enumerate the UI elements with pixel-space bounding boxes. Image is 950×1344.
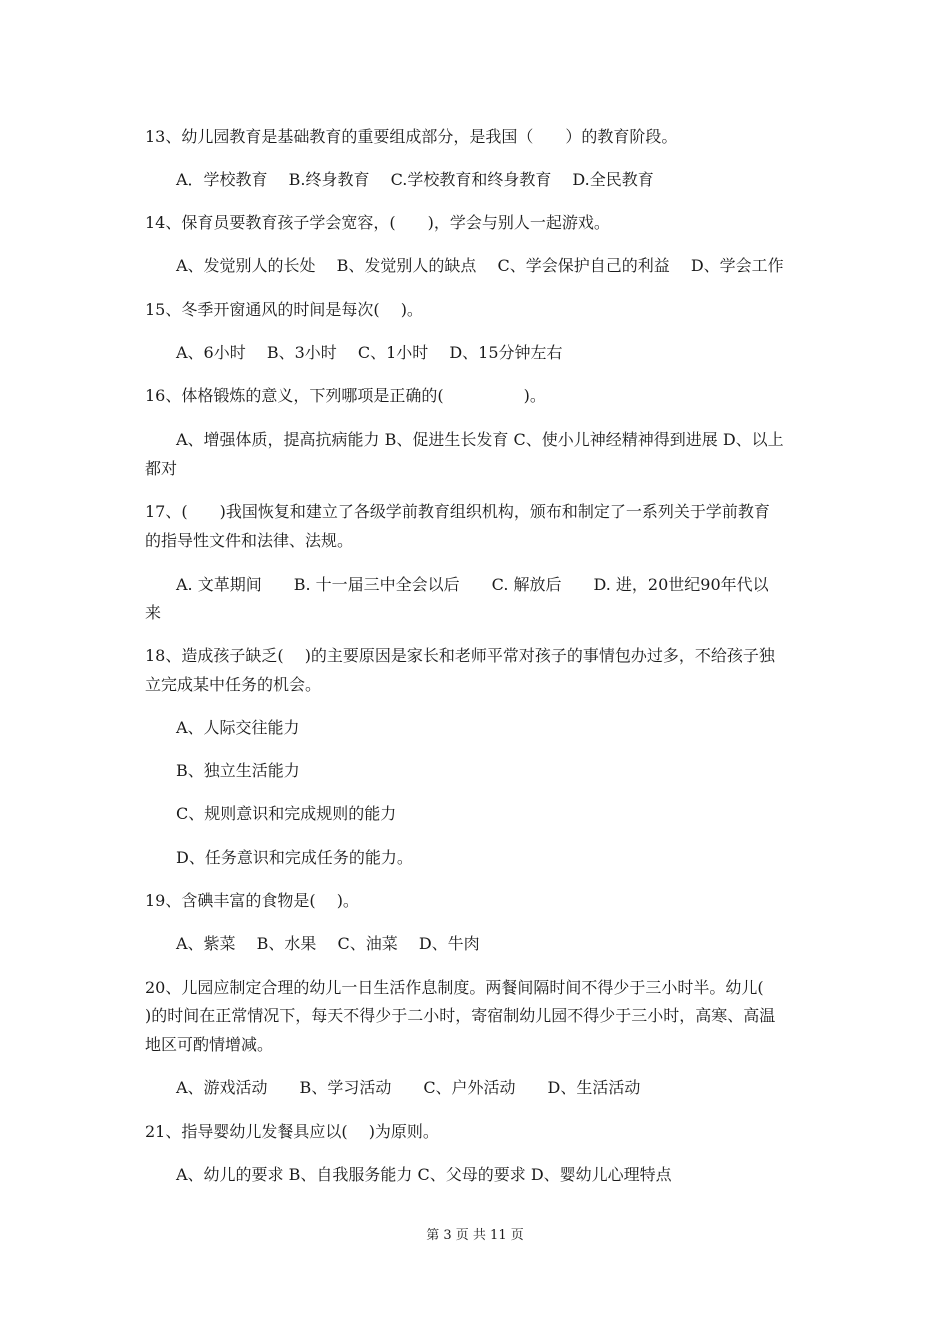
question-13: 13、幼儿园教育是基础教育的重要组成部分，是我国（ ）的教育阶段。 [145, 127, 678, 146]
question-20-cont-2: 地区可酌情增减。 [145, 1035, 274, 1054]
option-18-a: A、人际交往能力 [176, 718, 300, 737]
options-21: A、幼儿的要求 B、自我服务能力 C、父母的要求 D、婴幼儿心理特点 [176, 1165, 672, 1184]
question-19: 19、含碘丰富的食物是( )。 [145, 891, 359, 910]
question-21: 21、指导婴幼儿发餐具应以( )为原则。 [145, 1122, 439, 1141]
question-15: 15、冬季开窗通风的时间是每次( )。 [145, 300, 423, 319]
option-18-d: D、任务意识和完成任务的能力。 [176, 848, 413, 867]
options-15: A、6小时 B、3小时 C、1小时 D、15分钟左右 [176, 343, 563, 362]
question-18: 18、造成孩子缺乏( )的主要原因是家长和老师平常对孩子的事情包办过多，不给孩子独 [145, 646, 775, 665]
options-14: A、发觉别人的长处 B、发觉别人的缺点 C、学会保护自己的利益 D、学会工作 [176, 256, 784, 275]
question-20-cont-1: )的时间在正常情况下，每天不得少于二小时，寄宿制幼儿园不得少于三小时，高寒、高温 [145, 1006, 776, 1025]
options-17-cont: 来 [145, 603, 162, 622]
options-20: A、游戏活动 B、学习活动 C、户外活动 D、生活活动 [176, 1078, 641, 1097]
question-17: 17、( )我国恢复和建立了各级学前教育组织机构，颁布和制定了一系列关于学前教育 [145, 502, 770, 521]
options-16-cont: 都对 [145, 459, 178, 478]
question-20: 20、儿园应制定合理的幼儿一日生活作息制度。两餐间隔时间不得少于三小时半。幼儿( [145, 978, 764, 997]
question-18-cont: 立完成某中任务的机会。 [145, 675, 322, 694]
page-footer: 第 3 页 共 11 页 [426, 1228, 524, 1243]
options-19: A、紫菜 B、水果 C、油菜 D、牛肉 [176, 934, 480, 953]
options-17: A. 文革期间 B. 十一届三中全会以后 C. 解放后 D. 进，20世纪90年代以 [176, 575, 769, 594]
option-18-c: C、规则意识和完成规则的能力 [176, 804, 397, 823]
option-18-b: B、独立生活能力 [176, 761, 300, 780]
options-16: A、增强体质，提高抗病能力 B、促进生长发育 C、使小儿神经精神得到进展 D、以上 [176, 430, 784, 449]
options-13: A．学校教育 B.终身教育 C.学校教育和终身教育 D.全民教育 [176, 170, 654, 189]
question-14: 14、保育员要教育孩子学会宽容，( )，学会与别人一起游戏。 [145, 213, 610, 232]
question-17-cont: 的指导性文件和法律、法规。 [145, 531, 354, 550]
question-16: 16、体格锻炼的意义，下列哪项是正确的( )。 [145, 386, 546, 405]
